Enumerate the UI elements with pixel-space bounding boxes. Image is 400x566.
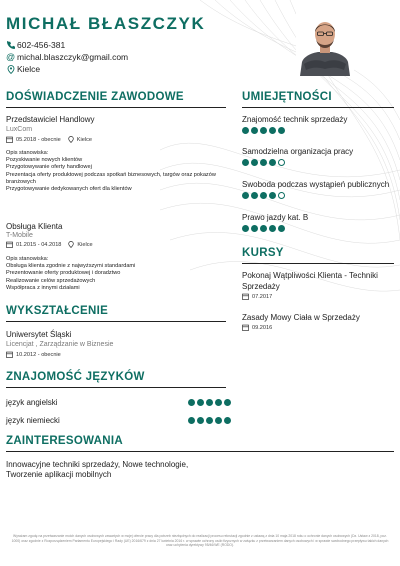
- skills-divider: [242, 107, 394, 108]
- location-pin-icon: [68, 136, 74, 143]
- location-pin-icon: [6, 65, 15, 74]
- experience-section-title: DOŚWIADCZENIE ZAWODOWE: [6, 91, 184, 103]
- rating-dot-filled: [260, 127, 267, 134]
- course-1-date: 07.2017: [252, 293, 273, 300]
- languages-divider: [6, 387, 226, 388]
- skill-1-name: Znajomość technik sprzedaży: [242, 115, 348, 124]
- job-2-dates: 01.2015 - 04.2018: [16, 241, 62, 248]
- phone-number: 602-456-381: [17, 40, 66, 50]
- rating-dot-filled: [269, 159, 276, 166]
- course-1-name-cont: Sprzedaży: [242, 282, 280, 291]
- rating-dot-filled: [224, 399, 231, 406]
- interests-divider: [6, 451, 394, 452]
- language-1-name: język angielski: [6, 398, 58, 407]
- rating-dot-filled: [260, 192, 267, 199]
- rating-dot-filled: [260, 159, 267, 166]
- experience-divider: [6, 107, 226, 108]
- skill-3-rating: [242, 192, 285, 199]
- language-1-rating: [188, 399, 231, 406]
- job-1-meta: [6, 136, 92, 143]
- education-divider: [6, 321, 226, 322]
- rating-dot-filled: [224, 417, 231, 424]
- location-pin-icon: [68, 241, 74, 248]
- job-2-meta: [6, 241, 93, 248]
- duty-item: Obsługa klienta zgodnie z najwyższymi standardami: [6, 263, 136, 270]
- skill-2-rating: [242, 159, 285, 166]
- contact-location: [6, 64, 40, 74]
- rating-dot-filled: [206, 417, 213, 424]
- education-dates: 10.2012 - obecnie: [16, 351, 61, 358]
- course-2-date: 09.2016: [252, 324, 273, 331]
- contact-email: [6, 52, 128, 62]
- rating-dot-filled: [278, 225, 285, 232]
- duty-item: Realizowanie celów sprzedażowych: [6, 277, 96, 284]
- language-2-name: język niemiecki: [6, 416, 60, 425]
- course-2-name: Zasady Mowy Ciała w Sprzedaży: [242, 313, 360, 322]
- rating-dot-filled: [278, 127, 285, 134]
- rating-dot-filled: [206, 399, 213, 406]
- calendar-icon: [242, 293, 249, 300]
- course-2-meta: [242, 324, 272, 331]
- rating-dot-filled: [188, 399, 195, 406]
- education-school: Uniwersytet Śląski: [6, 330, 72, 339]
- job-1-company: LuxCom: [6, 126, 33, 133]
- job-1-dates: 05.2018 - obecnie: [16, 136, 61, 143]
- education-degree: Licencjat , Zarządzanie w Biznesie: [6, 341, 114, 348]
- job-1-duties: [6, 150, 216, 193]
- phone-icon: [6, 41, 15, 50]
- education-meta: [6, 351, 61, 358]
- duty-item: Pozyskiwanie nowych klientów: [6, 157, 83, 164]
- job-1-position: Przedstawiciel Handlowy: [6, 115, 95, 124]
- rating-dot-filled: [215, 399, 222, 406]
- skill-2-name: Samodzielna organizacja pracy: [242, 147, 354, 156]
- calendar-icon: [6, 351, 13, 358]
- rating-dot-filled: [197, 399, 204, 406]
- course-1-name: Pokonaj Wątpliwości Klienta - Techniki: [242, 271, 378, 280]
- rating-dot-filled: [251, 225, 258, 232]
- rating-dot-filled: [269, 192, 276, 199]
- duties-label: Opis stanowiska:: [6, 256, 49, 262]
- course-1-meta: [242, 293, 272, 300]
- job-2-duties: [6, 256, 135, 292]
- skill-3-name: Swoboda podczas wystąpień publicznych: [242, 180, 390, 189]
- skill-4-rating: [242, 225, 285, 232]
- language-2-rating: [188, 417, 231, 424]
- languages-section-title: ZNAJOMOŚĆ JĘZYKÓW: [6, 371, 145, 383]
- duty-item: Współpraca z innymi działami: [6, 284, 80, 291]
- rating-dot-filled: [260, 225, 267, 232]
- rating-dot-filled: [269, 225, 276, 232]
- interests-section-title: ZAINTERESOWANIA: [6, 435, 123, 447]
- rating-dot-filled: [269, 127, 276, 134]
- rating-dot-filled: [215, 417, 222, 424]
- skill-4-name: Prawo jazdy kat. B: [242, 213, 309, 222]
- duty-item: Prezentowanie oferty produktowej i doradztwo: [6, 270, 121, 277]
- rating-dot-empty: [278, 159, 285, 166]
- courses-divider: [242, 263, 394, 264]
- duty-item: Prezentacja oferty produktowej podczas spotkań biznesowych, targów oraz pokazów: [6, 171, 216, 178]
- skill-1-rating: [242, 127, 285, 134]
- rating-dot-filled: [242, 127, 249, 134]
- duty-item: Przygotowywanie oferty handlowej: [6, 164, 92, 171]
- rating-dot-filled: [242, 159, 249, 166]
- calendar-icon: [6, 241, 13, 248]
- job-2-city: Kielce: [77, 241, 93, 248]
- duty-item: branżowych: [6, 178, 36, 185]
- rating-dot-filled: [251, 192, 258, 199]
- rating-dot-filled: [251, 159, 258, 166]
- courses-section-title: KURSY: [242, 247, 284, 259]
- rating-dot-empty: [278, 192, 285, 199]
- candidate-name: MICHAŁ BŁASZCZYK: [6, 14, 206, 33]
- duty-item: Przygotowywanie dedykowanych ofert dla klientów: [6, 186, 132, 193]
- duties-label: Opis stanowiska:: [6, 150, 49, 156]
- skills-section-title: UMIEJĘTNOŚCI: [242, 91, 332, 103]
- rating-dot-filled: [251, 127, 258, 134]
- contact-phone: [6, 40, 65, 50]
- rating-dot-filled: [242, 192, 249, 199]
- calendar-icon: [242, 324, 249, 331]
- interests-text: Innowacyjne techniki sprzedaży, Nowe technologie, Tworzenie aplikacji mobilnych: [6, 460, 189, 479]
- job-2-position: Obsługa Klienta: [6, 222, 63, 231]
- job-1-city: Kielce: [76, 136, 93, 143]
- at-sign-icon: @: [5, 52, 16, 62]
- profile-photo: [296, 12, 354, 76]
- email-address: michal.blaszczyk@gmail.com: [17, 52, 129, 62]
- education-section-title: WYKSZTAŁCENIE: [6, 305, 109, 317]
- rating-dot-filled: [188, 417, 195, 424]
- gdpr-consent-clause: Wyrażam zgodę na przetwarzanie moich danych osobowych zawartych w mojej ofercie pracy dla potrzeb niezbędnych do realizacji procesu rekrutacji zgodnie z ustawą z dnia 10 maja 2018 roku o ochronie danych osobowych (Dz. Ustaw z 2018, poz. 1000) oraz zgodnie z Rozporządzeniem Parlamentu Europejskiego i Rady (UE) 2016/679 z dnia 27 kwietnia 2016 r. w sprawie ochrony osób fizycznych w związku z przetwarzaniem danych osobowych i w sprawie swobodnego przepływu takich danych oraz uchylenia dyrektywy 95/46/WE (RODO).: [11, 534, 389, 548]
- rating-dot-filled: [197, 417, 204, 424]
- rating-dot-filled: [242, 225, 249, 232]
- location-city: Kielce: [17, 64, 41, 74]
- calendar-icon: [6, 136, 13, 143]
- job-2-company: T-Mobile: [6, 232, 33, 239]
